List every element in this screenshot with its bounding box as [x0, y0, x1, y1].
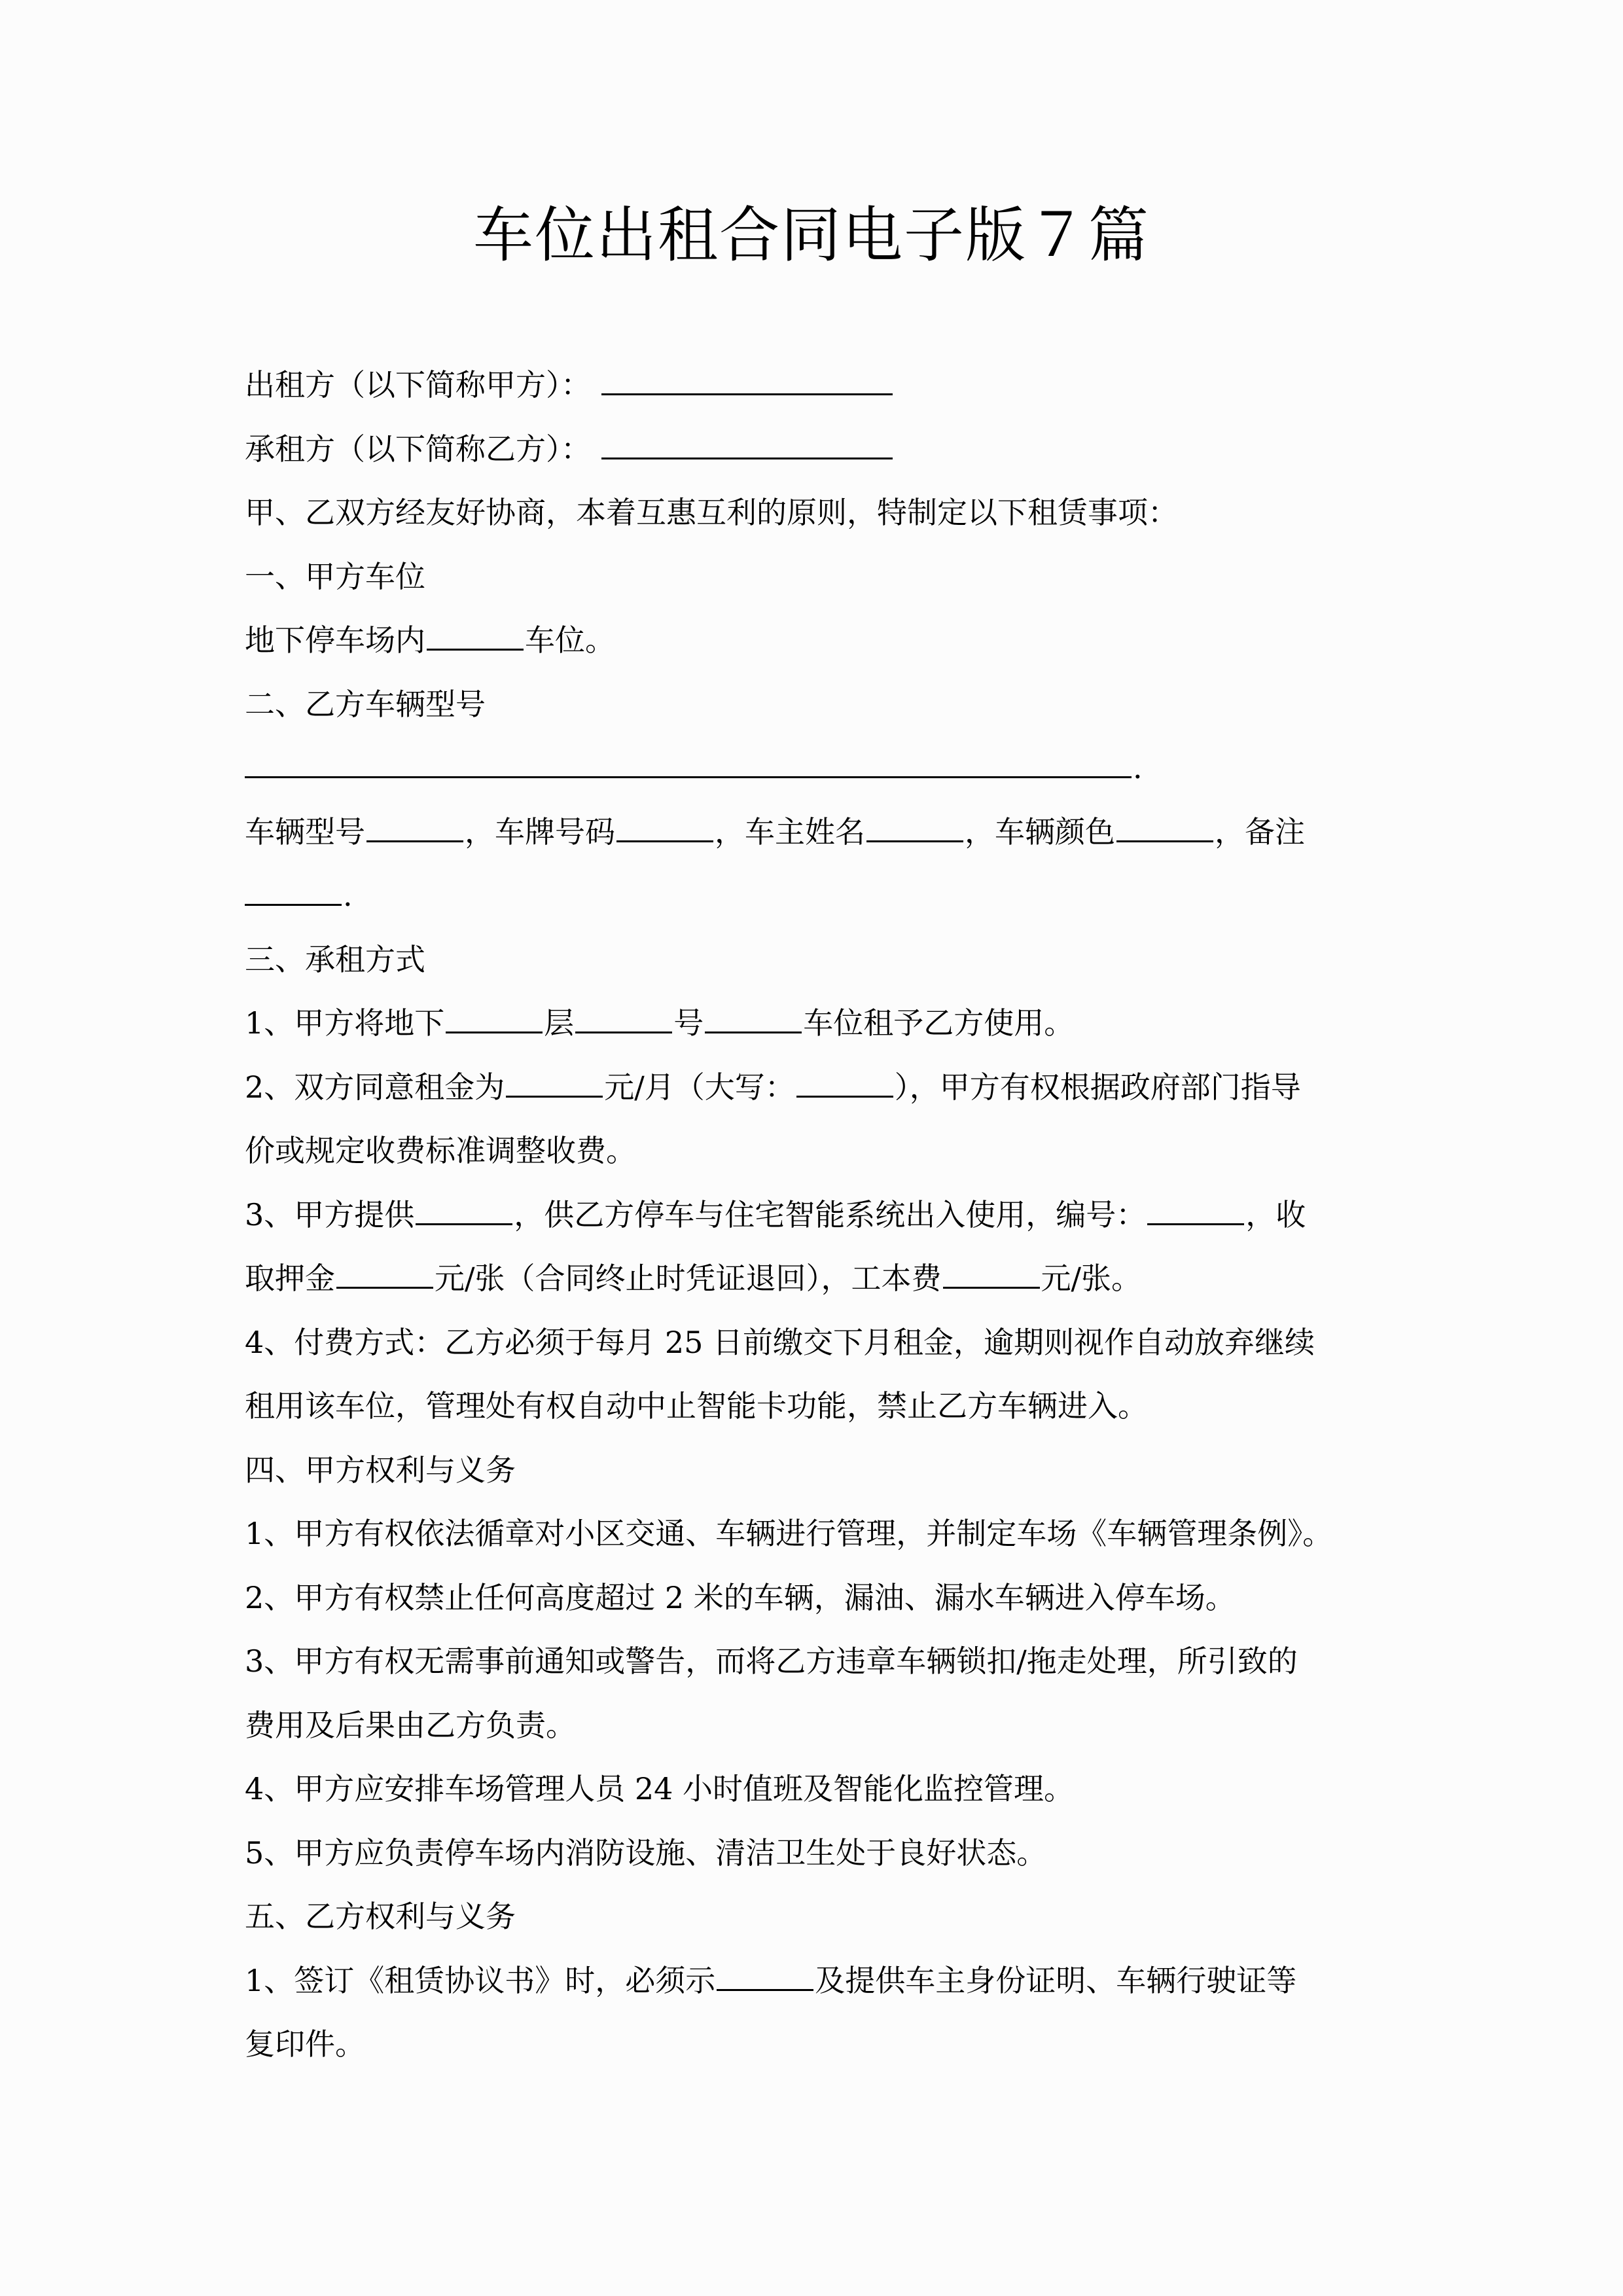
section5-heading: 五、乙方权利与义务 [245, 1899, 516, 1934]
section4-item1: 1、甲方有权依法循章对小区交通、车辆进行管理，并制定车场《车辆管理条例》。 [245, 1516, 1333, 1551]
vehicle-model-long-blank[interactable] [245, 750, 1132, 778]
preamble: 甲、乙双方经友好协商，本着互惠互利的原则，特制定以下租赁事项： [245, 495, 1178, 530]
floor-blank[interactable] [446, 1005, 543, 1033]
section3-item4: 4、付费方式：乙方必须于每月 25 日前缴交下月租金，逾期则视作自动放弃继续 [245, 1324, 1315, 1360]
lessee-line [245, 418, 1423, 482]
section1-text-before: 地下停车场内 [245, 622, 425, 658]
field-vehicle-model-label: 车辆型号 [245, 814, 365, 850]
remarks-blank[interactable] [245, 878, 342, 906]
lessor-label: 出租方（以下简称甲方）： [245, 367, 591, 403]
s5-item1-text: 1、签订《租赁协议书》时，必须示 [245, 1962, 716, 1998]
section1-heading: 一、甲方车位 [245, 558, 425, 594]
section5-item1-cont: 复印件。 [245, 2026, 365, 2062]
item3-deposit-unit: 元/张（合同终止时凭证退回），工本费 [435, 1261, 942, 1296]
item2-tail: ），甲方有权根据政府部门指导 [894, 1069, 1301, 1105]
card-number-blank[interactable] [1147, 1197, 1244, 1225]
item1-floor-label: 层 [544, 1005, 575, 1041]
lessor-name-blank[interactable] [601, 367, 893, 395]
section2-heading: 二、乙方车辆型号 [245, 686, 486, 722]
lessee-name-blank[interactable] [601, 431, 893, 459]
number-blank[interactable] [575, 1005, 672, 1033]
s5-item1-tail: 及提供车主身份证明、车辆行驶证等 [815, 1962, 1297, 1998]
remarks-line [245, 864, 1423, 928]
field-vehicle-color-label: ，车辆颜色 [965, 814, 1115, 850]
item3-tail: ，收 [1245, 1196, 1306, 1232]
item3-text: 3、甲方提供 [245, 1196, 415, 1232]
section4-item5: 5、甲方应负责停车场内消防设施、清洁卫生处于良好状态。 [245, 1835, 1047, 1871]
card-fee-blank[interactable] [943, 1261, 1040, 1289]
section1-text-after: 车位。 [525, 622, 615, 658]
section5-item1 [245, 1949, 1423, 2013]
vehicle-model-blank[interactable] [366, 814, 463, 842]
item2-text: 2、双方同意租金为 [245, 1069, 505, 1105]
item1-number-label: 号 [673, 1005, 704, 1041]
vehicle-fields-line [245, 800, 1423, 865]
lessor-line [245, 353, 1423, 418]
item3-fee-unit: 元/张。 [1041, 1261, 1141, 1296]
item2-unit: 元/月（大写： [604, 1069, 795, 1105]
field-owner-name-label: ，车主姓名 [715, 814, 865, 850]
section4-item2: 2、甲方有权禁止任何高度超过 2 米的车辆，漏油、漏水车辆进入停车场。 [245, 1579, 1236, 1615]
field-remarks-label: ，备注 [1215, 814, 1305, 850]
field-plate-number-label: ，车牌号码 [465, 814, 615, 850]
document-body [245, 353, 1423, 2077]
owner-name-blank[interactable] [866, 814, 963, 842]
parking-space-blank[interactable] [427, 622, 524, 651]
item3-deposit-label: 取押金 [245, 1261, 335, 1296]
lessee-label: 承租方（以下简称乙方）： [245, 431, 591, 467]
section3-item3-cont [245, 1247, 1423, 1311]
item3-mid: ，供乙方停车与住宅智能系统出入使用，编号： [514, 1196, 1147, 1232]
plate-number-blank[interactable] [616, 814, 713, 842]
space-blank[interactable] [705, 1005, 802, 1033]
section4-item3-cont: 费用及后果由乙方负责。 [245, 1707, 576, 1743]
section1-text [245, 609, 1423, 673]
item1-text: 1、甲方将地下 [245, 1005, 445, 1041]
vehicle-color-blank[interactable] [1116, 814, 1213, 842]
rent-amount-blank[interactable] [506, 1069, 603, 1098]
section3-item2-cont: 价或规定收费标准调整收费。 [245, 1133, 636, 1168]
remarks-period: . [343, 878, 353, 913]
section4-heading: 四、甲方权利与义务 [245, 1452, 516, 1488]
section3-item2 [245, 1056, 1423, 1120]
section4-item3: 3、甲方有权无需事前通知或警告，而将乙方违章车辆锁扣/拖走处理，所引致的 [245, 1643, 1298, 1679]
section3-item3 [245, 1183, 1423, 1247]
section3-heading: 三、承租方式 [245, 941, 425, 977]
item1-tail: 车位租予乙方使用。 [803, 1005, 1075, 1041]
rent-uppercase-blank[interactable] [796, 1069, 893, 1098]
line-end-period: . [1133, 750, 1143, 785]
section3-item1 [245, 992, 1423, 1056]
section4-item4: 4、甲方应安排车场管理人员 24 小时值班及智能化监控管理。 [245, 1771, 1075, 1806]
section3-item4-cont: 租用该车位，管理处有权自动中止智能卡功能，禁止乙方车辆进入。 [245, 1388, 1148, 1424]
vehicle-model-long-line [245, 736, 1423, 800]
provided-item-blank[interactable] [416, 1197, 512, 1225]
document-title: 车位出租合同电子版７篇 [473, 200, 1150, 270]
present-document-blank[interactable] [717, 1963, 813, 1991]
deposit-blank[interactable] [336, 1261, 433, 1289]
